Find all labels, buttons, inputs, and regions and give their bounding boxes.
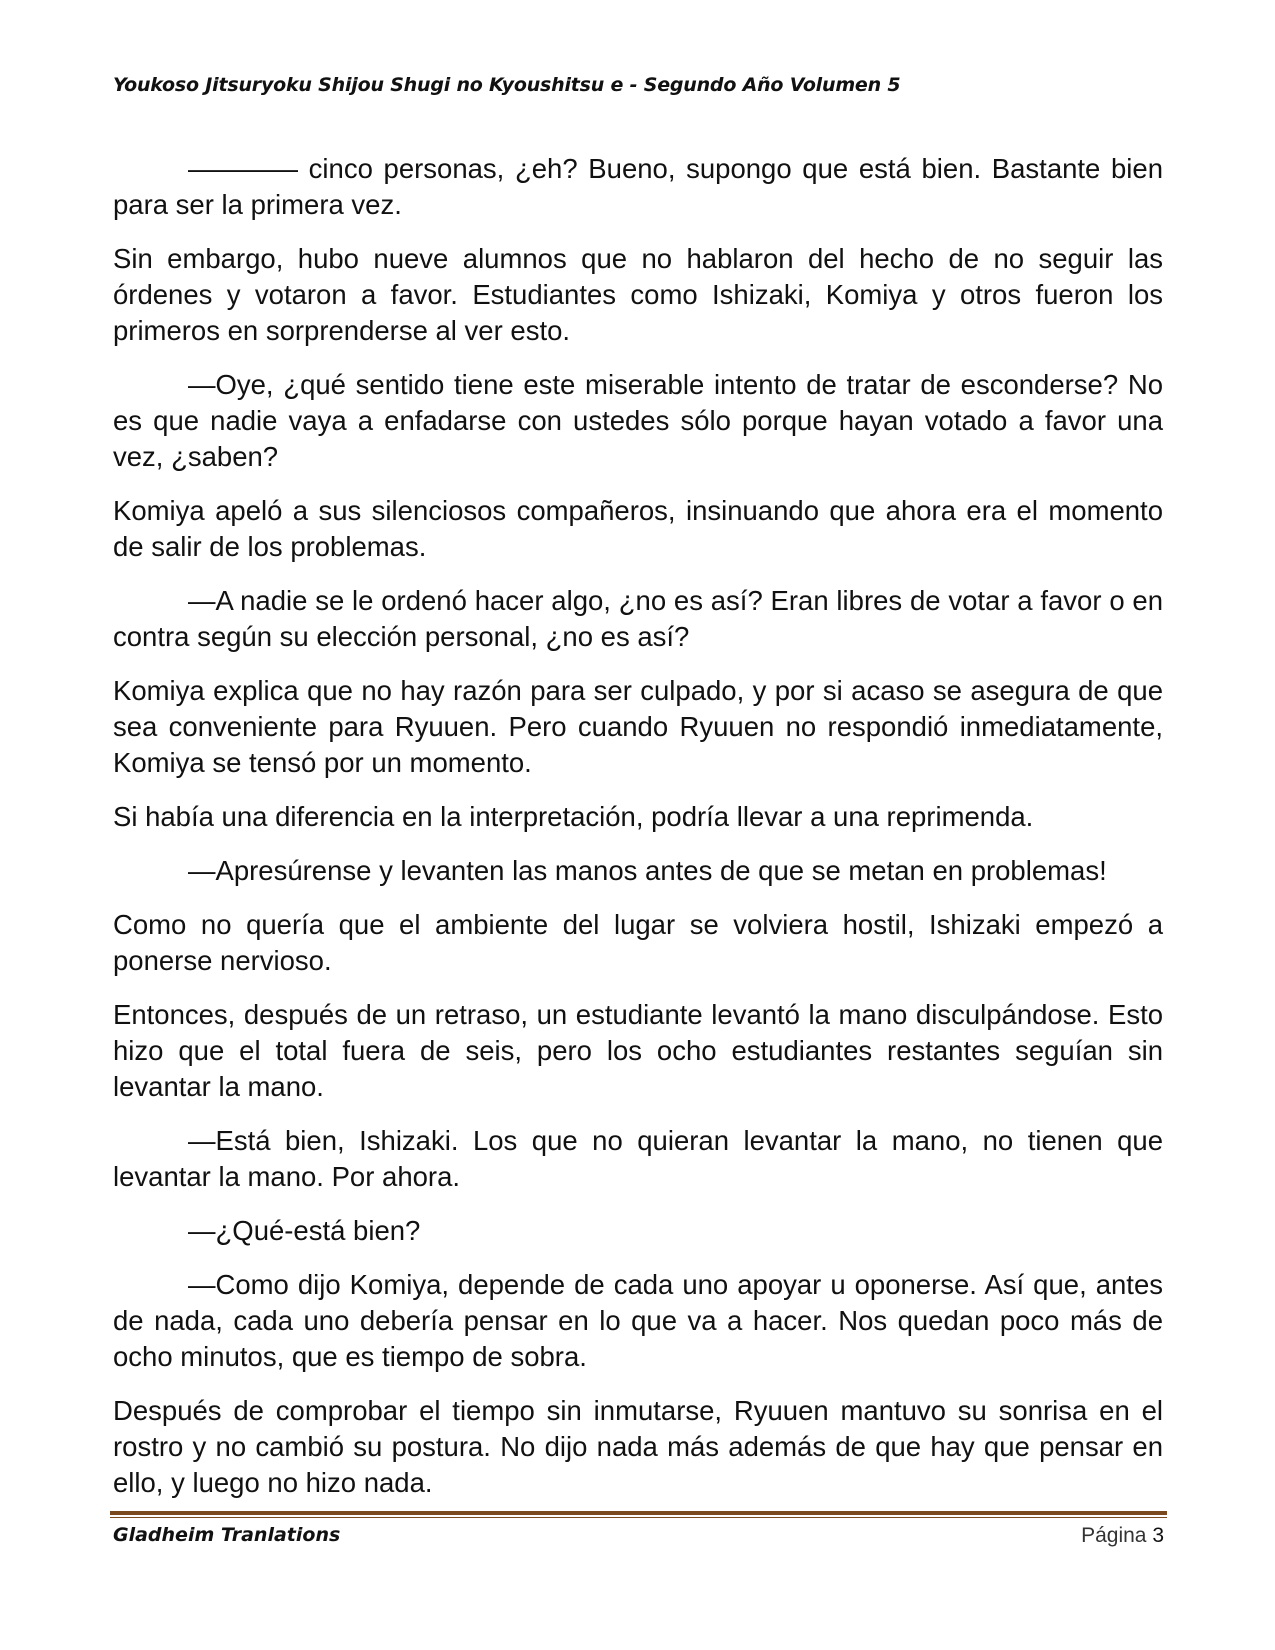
page-header-title: Youkoso Jitsuryoku Shijou Shugi no Kyoushitsu e - Segundo Año Volumen 5: [113, 74, 901, 96]
paragraph: ———— cinco personas, ¿eh? Bueno, supongo que está bien. Bastante bien para ser la primera vez.: [113, 153, 1163, 220]
paragraph: —A nadie se le ordenó hacer algo, ¿no es así? Eran libres de votar a favor o en contra según su elección personal, ¿no es así?: [113, 585, 1163, 652]
paragraph: Komiya apeló a sus silenciosos compañeros, insinuando que ahora era el momento de salir de los problemas.: [113, 495, 1163, 562]
footer-divider-thin: [110, 1517, 1167, 1518]
paragraph: —¿Qué-está bien?: [188, 1215, 421, 1246]
page-label: Página: [1081, 1524, 1147, 1547]
paragraph: Komiya explica que no hay razón para ser culpado, y por si acaso se asegura de que sea conveniente para Ryuuen. Pero cuando Ryuuen no respondió inmediatamente, Komiya se tensó por un momento.: [113, 675, 1163, 778]
paragraph: —Oye, ¿qué sentido tiene este miserable intento de tratar de esconderse? No es que nadie vaya a enfadarse con ustedes sólo porque hayan votado a favor una vez, ¿saben?: [113, 369, 1163, 472]
footer-divider-thick: [110, 1511, 1167, 1515]
paragraph: Si había una diferencia en la interpretación, podría llevar a una reprimenda.: [113, 801, 1034, 832]
paragraph: Como no quería que el ambiente del lugar se volviera hostil, Ishizaki empezó a ponerse nervioso.: [113, 909, 1163, 976]
page-number-value: 3: [1152, 1524, 1164, 1547]
paragraph: Después de comprobar el tiempo sin inmutarse, Ryuuen mantuvo su sonrisa en el rostro y no cambió su postura. No dijo nada más además de que hay que pensar en ello, y luego no hizo nada.: [113, 1395, 1163, 1498]
page-number: [1081, 1524, 1164, 1548]
body-text: [113, 151, 1163, 1519]
paragraph: Entonces, después de un retraso, un estudiante levantó la mano disculpándose. Esto hizo que el total fuera de seis, pero los ocho estudiantes restantes seguían sin levantar la mano.: [113, 999, 1163, 1102]
footer-credit: Gladheim Tranlations: [113, 1524, 341, 1546]
paragraph: Sin embargo, hubo nueve alumnos que no hablaron del hecho de no seguir las órdenes y votaron a favor. Estudiantes como Ishizaki, Komiya y otros fueron los primeros en sorprenderse al ver esto.: [113, 243, 1163, 346]
paragraph: —Como dijo Komiya, depende de cada uno apoyar u oponerse. Así que, antes de nada, cada uno debería pensar en lo que va a hacer. Nos quedan poco más de ocho minutos, que es tiempo de sobra.: [113, 1269, 1163, 1372]
paragraph: —Apresúrense y levanten las manos antes de que se metan en problemas!: [188, 855, 1107, 886]
paragraph: —Está bien, Ishizaki. Los que no quieran levantar la mano, no tienen que levantar la mano. Por ahora.: [113, 1125, 1163, 1192]
footer-divider: [110, 1511, 1167, 1518]
